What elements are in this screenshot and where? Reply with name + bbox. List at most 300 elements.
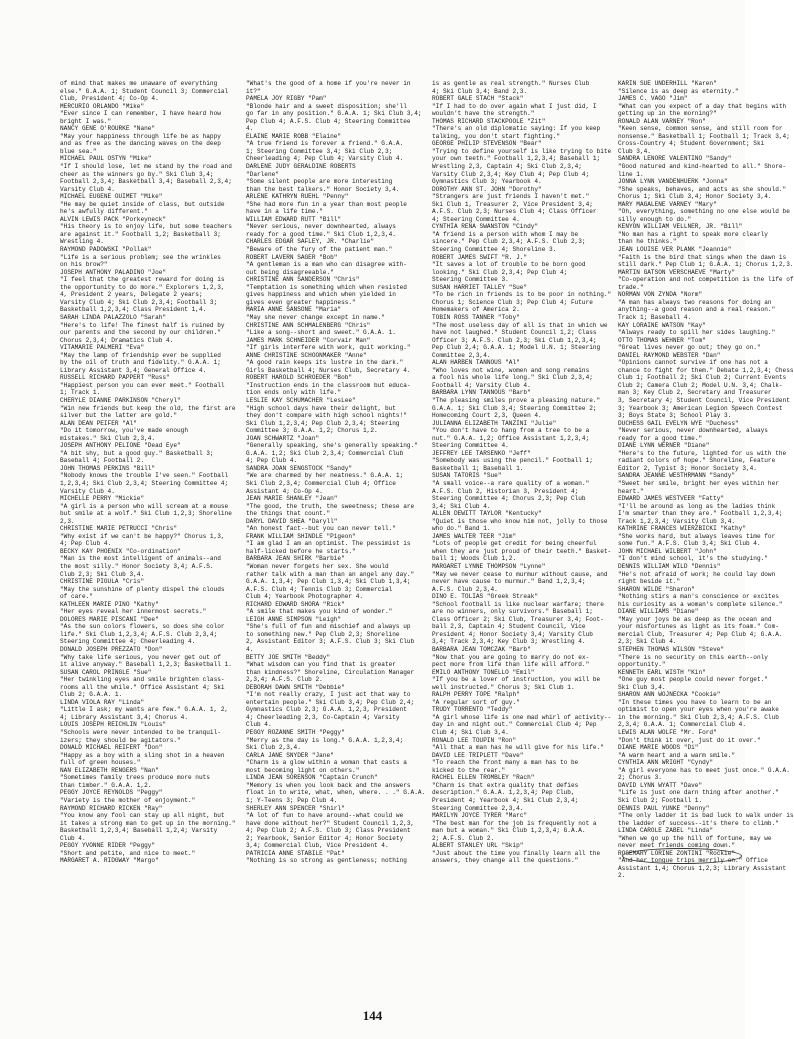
text-line: your own teeth." Football 1,2,3,4; Baseball 1; [432,155,601,163]
text-line: "The most useless day of all is that in which we [432,321,608,329]
text-line: Basketball 1,2,3,4; Baseball 1,2,4; Varsity [60,827,218,835]
text-line: "If girls interfere with work, quit working." [246,344,411,352]
text-line: MARTIN GATSON VERSCHAEVE "Marty" [618,268,736,276]
text-line: MICHAEL PAUL OSTYN "Mike" [60,155,152,163]
text-line: "A man has always two reasons for doing an [618,298,772,306]
text-line: looking." Ski Club 2,3,4; Pep Club 4; [432,268,568,276]
text-line: "In these times you have to learn to be an [618,698,772,706]
text-line: our parents and the second by our children." [60,329,221,337]
text-line: G.A.A. 1,2; Ski Club 2,3,4; Commercial Club [246,449,404,457]
text-line: "Here's to life! The finest half is ruined by [60,321,225,329]
text-line: ANNE CHRISTINE SCHOONMAKER "Anne" [246,351,367,359]
text-line: "She had more fun in a year than most people [246,200,407,208]
text-line: than the best talkers." Honor Society 3,4. [246,185,400,193]
text-line: Ski Club 2,3,4; Commercial Club 4; Office [246,479,396,487]
text-line: CHRISTINE ANN SCHMALENBERG "Chris" [246,321,371,329]
text-line: 1; Steering Committee 3,4; Ski Club 2,3; [246,147,393,155]
text-line: Club 2; Camera Club 2; Model U.N. 3,4; Chalk- [618,381,783,389]
text-line: "Never serious, never downhearted, always [246,223,396,231]
text-line: ALAN DEAN PEIFER "Al" [60,419,137,427]
text-line: out being disagreeable." [246,268,334,276]
text-line: "Faith is the bird that sings when the dawn is [618,253,787,261]
text-line: have not laughed." Student Council 1,2; Class [432,329,597,337]
text-line: "A regular sort of guy." [432,698,520,706]
text-line: description." G.A.A. 1,2,3,4; Pep Club, [432,789,575,797]
text-line: JOSEPH ANTHONY PELIONE "Dead Eye" [60,442,181,450]
text-line: JOHN THOMAS PERKINS "Bill" [60,464,156,472]
text-line: "You know any fool can stay up all night, but [60,812,225,820]
text-line: LINDA CAROLE ZABEL "Linda" [618,827,714,835]
text-line: Gymnastics Club 3; Yearbook 4. [432,178,542,186]
text-line: THOMAS RICHARD STACKPOOLE "Zit" [432,117,546,125]
text-line: A.F.S. Club 2,3; Nurses Club 4; Class Officer [432,208,597,216]
text-line: "Opinions cannot survive if one has not a [618,359,768,367]
text-line: Officer 3; A.F.S. Club 2,3; Ski Club 1,2,3,4; [432,336,597,344]
text-line: "May we never cease to murmur without cause, and [432,570,608,578]
text-line: CYNTHIA ANN WRIGHT "Cyndy" [618,759,714,767]
text-line: NAN ELIZABETH RENGERS "Nan" [60,766,159,774]
text-line: Chorus 2,3,4; Dramatics Club 4. [60,336,174,344]
text-line: 2; A.F.S. Club 2. [432,834,495,842]
text-line: "The best man for the job is frequently not a [432,819,597,827]
text-line: "Her eyes reveal her innermost secrets." [60,608,207,616]
text-line: "Why take life serious, you never get out of [60,653,221,661]
text-line: 4; Pep Club 4. [60,540,112,548]
text-line: TRUDY TORRENTO "Teddy" [432,706,513,714]
text-line: "Some silent people are more interesting [246,178,393,186]
text-line: "Nobody knows the trouble I've seen." Football [60,472,229,480]
text-line: SANDRA LENORE VALENTINO "Sandy" [618,155,732,163]
text-line: "May your joys be as deep as the ocean and [618,615,772,623]
text-line: MICHELLE PERRY "Mickie" [60,495,145,503]
text-line: SHARON ANN WOJNECKA "Cookie" [618,691,721,699]
text-line: ALBERT STANLEY URL "Skip" [432,842,524,850]
text-line: "Here's to the future, lighted for us with the [618,449,787,457]
text-line: Varsity Club 2,3,4; Key Club 4; Pep Club 4; [432,170,590,178]
text-line: PATRICIA ANNE STABILE "Pat" [246,849,345,857]
text-line: Homemakers of America 2. [432,306,520,314]
text-line: "A girl everyone has to meet just once." G.A.A. [618,766,790,774]
text-line: A.F.S. Club 2, Historian 3, President 4; [432,487,579,495]
text-line: Steering Committee 4; Chorus 2,3; Pep Club [432,495,586,503]
text-line: sincere." Pep Club 2,3,4; A.F.S. Club 2,3; [432,238,586,246]
text-line: Cheerleading 4; Pep Club 4; Varsity Club 4. [246,155,404,163]
text-line: 3,4; Ski Club 4. [432,502,491,510]
text-line: "The only ladder it is bad luck to walk under is [618,812,794,820]
text-line: "A true friend is forever a friend." G.A.A. [246,140,404,148]
text-line: "Why exist if we can't be happy?" Chorus 1,3, [60,532,225,540]
text-line: "If I should lose, let me stand by the road and [60,163,232,171]
text-line: CHRISTINE MARIE PETRUCCI "Chris" [60,525,178,533]
text-line: nonsense." Basketball 1; Football 1; Track 3,4; [618,132,790,140]
text-line: Assistant 4; Co-Op 4. [246,487,323,495]
text-line: ALAN HARBEN TANNOUS "Al" [432,359,520,367]
text-line: "Co-operation and not competition is the life of [618,276,794,284]
text-line: and as free as the dancing waves on the deep [60,140,221,148]
text-line: President 4; Honor Society 3,4; Varsity Club [432,630,593,638]
text-line: line 1. [618,170,644,178]
text-line: "Always ready to spill her sides laughing." [618,329,776,337]
text-line: full of green houses." [60,759,141,767]
text-line: "A friend is a person with whom I may be [432,230,579,238]
text-line: BECKY KAY PHOENIX "Co-ordination" [60,547,181,555]
text-line: kicked to the rear." [432,766,506,774]
text-line: DENNIS WILLIAM WILD "Dennis" [618,563,721,570]
text-line: SUSAN HARRIET TALLEY "Sue" [432,283,528,291]
text-line: "Happiest person you can ever meet." Football [60,381,225,389]
text-line: 3,4; Commercial Club, Vice President 4. [246,842,389,850]
text-line: talking, you don't start fighting." [432,132,560,140]
text-line: your misfortunes as light as its foam." Com- [618,623,779,631]
text-line: MARGARET A. RIDGWAY "Margo" [60,857,159,865]
text-line: rather talk with a man than an angel any day." [246,570,415,578]
text-line: "I'll be around as long as the ladies think [618,502,776,510]
text-line: EMILO ANTHONY TONELLO "Emil" [432,668,535,676]
text-line: in the morning." Ski Club 2,3,4; A.F.S. Club [618,713,779,721]
text-line: DIANE LYNN WERNER "Diane" [618,442,710,450]
text-line: they don't compare with high school nights!" [246,412,407,420]
text-line: "Sometimes family trees produce more nuts [60,774,210,782]
text-line: "School football is like nuclear warfare; there [432,600,604,608]
text-line: "Trying to define yourself is like trying to bite [432,147,612,155]
text-line: VITAMARIE PALMERI "Eva" [60,344,145,352]
text-line: MARILYN JOYCE TYRER "Marc" [432,812,528,820]
text-line: SHERLEY ANN SPENCER "Shirl" [246,804,345,812]
text-line: JOHN MICHAEL WILBERT "John" [618,547,717,555]
text-line: Ski Club 2,3,4. [246,744,301,752]
text-line: "Temptation is something which when resisted [246,283,407,291]
text-line: Class Officer 2; Ski Club, Treasurer 3,4; Foot- [432,615,604,623]
text-line: KARIN SUE UNDERHILL "Karen" [618,80,717,87]
text-line: "May the sunshine of plenty dispel the clouds [60,585,225,593]
text-line: RUSSELL RICHARD PAPPERT "Russ" [60,374,170,382]
text-line: CHRISTINE PIGULA "Cris" [60,578,145,586]
text-line: ROSEMARY LORINE ZONTINI "Rockie" [618,849,736,857]
text-line: opportunity." [618,661,666,669]
text-line: blue sea." [60,147,97,155]
text-line: "Never serious, never downhearted, always [618,427,768,435]
text-line: "A smile that makes you kind of wonder." [246,608,393,616]
text-line: GEORGE PHILIP STEVENSON "Bear" [432,140,542,148]
text-line: JOSEPH ANTHONY PALADINO "Joe" [60,268,167,276]
text-line: the most silly." Honor Society 3,4; A.F.S. [60,563,214,570]
text-line: JONNA LYNN VANDENHUERK "Jonna" [618,178,728,186]
text-line: "Just about the time you finally learn all the [432,849,601,857]
text-column-3 [432,80,612,1005]
text-line: 1,2,3,4; Ski Club 2,3,4; Steering Committee 4; [60,479,229,487]
text-line: SHARON WILDE "Sharon" [618,585,695,593]
text-line: KAY LORAINE WATSON "Kay" [618,321,706,329]
text-line: "I'm not really crazy, I just act that way to [246,691,411,699]
text-line: "One guy most people could never forget." [618,676,768,684]
text-line: "What wisdom can you find that is greater [246,661,396,669]
text-line: CYNTHIA RENA SWANSTON "Cindy" [432,223,539,231]
text-line: Committee 2,3,4. [432,351,491,359]
text-line: 4; Library Assistant 3,4; Chorus 4. [60,713,188,721]
text-line: is as gentle as real strength." Nurses Club [432,80,590,87]
text-line: "I am glad I am an optimist. The pessimist is [246,540,411,548]
text-line: some fun." A.F.S. Club 3,4; Ski Club 4. [618,540,761,548]
text-line: "Do it tomorrow, you've made enough [60,427,188,435]
text-line: A.F.S. Club 4; Tennis Club 3; Commercial [246,585,393,593]
text-line: "Nothing is so strong as gentleness; nothing [246,857,407,865]
text-line: Library Assistant 3,4; General Office 4. [60,366,207,374]
text-line: JEAN MARIE SHANLEY "Jean" [246,495,338,503]
text-line: G.A.A. 1,3,4; Pep Club 1,3,4; Ski Club 1,3,4; [246,578,411,586]
text-line: "Life is a serious problem; see the wrinkles [60,253,221,261]
text-line: JAMES C. VAGO "Jim" [618,95,688,103]
text-line: Club 4; Ski Club 3,4. [432,729,509,737]
text-line: Football 2,3,4; Basketball 3,4; Baseball 2,3,4; [60,178,232,186]
text-line: tion ends only with life." [246,389,342,397]
text-line: day in and night out." Commercial Club 4; Pep [432,721,597,729]
text-line: PEGGY YVONNE RIDER "Peggy" [60,842,156,850]
text-line: well instructed." Chorus 3; Ski Club 1. [432,683,575,691]
text-line: "May she never change except in name." [246,313,385,321]
text-line: DIANE MARIE WOODS "Di" [618,744,699,752]
text-line: DENNIS PAUL YUNKE "Denny" [618,804,710,812]
text-line: President 4; Yearbook 4; Ski Club 2,3,4; [432,796,579,804]
text-line: EDWARD JAMES WESTVEER "Fatty" [618,495,725,503]
text-line: "Memory is when you look back and the answers [246,781,411,789]
text-line: Steering Committee 3. [432,276,509,284]
text-line: MICHAEL EUGENE OUIMET "Mike" [60,193,163,201]
text-line: "Now that you are going to marry do not ex- [432,653,590,661]
text-line: "She works hard, but always leaves time for [618,532,776,540]
text-line: A.F.S. Club 2,3,4. [432,585,498,593]
text-line: JOAN SCHWARTZ "Joan" [246,434,320,442]
text-line: rooms all the while." Office Assistant 4; Ski [60,683,225,691]
text-line: "A warm heart and a warm smile." [618,751,736,759]
text-line: it takes a strong man to get up in the morning." [60,819,236,827]
text-line: RALPH PERRY TOPE "Ralph" [432,691,520,699]
text-line: never meet friends coming down." [618,842,736,850]
text-line: ready for a good time." [618,434,703,442]
text-line: Club 4. [246,721,272,729]
text-line: "Great lives never go out; they go on." [618,344,761,352]
text-line: CHERYLE DIANNE PARKINSON "Cheryl" [60,396,181,404]
text-line: PEGGY JOYCE REYNOLDS "Peggy" [60,789,163,797]
text-line: "Keen sense, common sense, and still room for [618,125,783,133]
text-line: "Strangers are just friends I haven't met." [432,193,590,201]
text-line: izers; they should be agitators." [60,736,181,744]
text-line: Club 2,3; Ski Club 3,4. [60,570,145,578]
text-line: JEAN LOUISE VER PLANK "Jeannie" [618,246,732,254]
text-line: OTTO THOMAS WEHNER "Tom" [618,336,706,344]
text-line: ALVIN LEWIS PACK "Porkeyneck" [60,215,167,223]
text-line: silly enough to do." [618,215,692,223]
text-line: getting up in the morning?" [618,110,717,118]
text-line: Steering Committee 4. [432,442,509,450]
text-line: "Somebody was using the pencil." Football 1; [432,457,593,465]
text-line: DIANE WILLIAMS "Diane" [618,608,699,616]
text-line: DONALD JOSEPH PREZZATO "Don" [60,646,163,654]
text-line: 4; Cheerleading 2,3, Co-Captain 4; Varsity [246,713,400,721]
text-line: else." G.A.A. 1; Student Council 3; Commercial [60,87,229,95]
text-line: "Quiet is those who know him not, jolly to those [432,517,608,525]
text-line: "Variety is the mother of enjoyment." [60,796,196,804]
text-line: ROBERT HAROLD SCHROEDER "Bob" [246,374,353,382]
text-line: "Short and petite, and nice to meet." [60,849,196,857]
text-line: BETTY JOE SMITH "Beddy" [246,653,331,661]
text-line: "Happy as a boy with a sling shot in a heaven [60,751,225,759]
text-line: 4. [246,646,254,654]
text-line: chance to fight for them." Debate 1,2,3,4; Chess [618,366,794,374]
text-line: TOBIN ROSS TANNER "Toby" [432,313,520,321]
text-line: 2,3; Ski Club 4. [618,638,677,646]
text-line: I'm smarter than they are." Football 1,2,3,4; [618,510,783,518]
text-line: DAVID LYNN WYATT "Dave" [618,781,703,789]
text-line: "High school days have their delight, but [246,404,396,412]
text-line: "Oh, everything, something no one else would be [618,208,790,216]
text-line: "Woman never forgets her sex. She would [246,563,389,570]
text-line: KATHLEEN MARIE PINO "Kathy" [60,600,159,608]
text-line: the opportunity to do more." Explorers 1,2,3, [60,283,225,291]
text-line: "May your happiness through life be as happy [60,132,221,140]
text-line: DUCHESS GAIL EVELYN WYE "Duchess" [618,419,739,427]
text-line: bright I was." [60,117,112,125]
text-line: "The good, the truth, the sweetness; these are [246,502,415,510]
text-line: DAVID LEE TRIPLETT "Dave" [432,751,524,759]
text-line: RAYMOND RICHARD RICKEN "Ray" [60,804,163,812]
text-line: "What can you expect of a day that begins with [618,102,787,110]
text-line: 2,3,4; A.F.S. Club 2. [246,676,323,684]
text-line: are no winners, only survivors." Baseball 1; [432,608,593,616]
text-line: DINO E. TOLIAS "Greek Streak" [432,593,539,601]
text-line: of mind that makes me unaware of everything [60,80,218,87]
text-line: Gymnastics Club 2,3; G.A.A. 1,2,3, President [246,706,407,714]
text-line: his curiosity as a woman's complete silence." [618,600,783,608]
text-line: WILLIAM EDWARD RUTT "Bill" [246,215,342,223]
text-line: "We are charmed by her neatness." G.A.A. 1; [246,472,404,480]
text-line: than he thinks." [618,238,677,246]
text-line: Assistant 1,4; Chorus 1,2,3; Library Assistant [618,864,787,872]
text-line: "Life is just one darn thing after another." [618,789,779,797]
text-line: Club 3,4. [618,147,651,155]
text-line: 2,3. [60,517,75,525]
text-line: NANCY GENE O'ROURKE "Nane" [60,125,156,133]
text-line: RONALD ALAN VARNEY "Ron" [618,117,706,125]
text-line: entertain people." Ski Club 3,4; Pep Club 2,4; [246,698,415,706]
handwritten-circle-mark [622,848,742,864]
text-line: LEIGH ANNE SIMPSON "Leigh" [246,615,342,623]
text-line: the ladder of success--it's there to climb." [618,819,779,827]
text-line: "She speaks, behaves, and acts as she should." [618,185,787,193]
text-line: "A bit shy, but a good guy." Basketball 3; [60,449,214,457]
text-line: nut." G.A.A. 1,2; Office Assistant 1,2,3,4; [432,434,590,442]
text-line: when they are just proud of their teeth." Basket- [432,547,612,555]
text-line: "He's not afraid of work; he could lay down [618,570,776,578]
text-line: "Darlene" [246,170,279,178]
text-line: than kindness?" Shoreline, Circulation Manager [246,668,415,676]
text-line: KENYON WILLIAM VELLNER, JR. "Bill" [618,223,743,231]
text-line: wouldn't have the strength." [432,110,535,118]
text-line: SANDRA JOAN SENGSTOCK "Sandy" [246,464,353,472]
text-line: "The pleasing smiles prove a pleasing nature." [432,396,601,404]
text-line: Basketball 1; Baseball 1. [432,464,524,472]
text-line: ROBERT LAVERN SAGER "Bob" [246,253,338,261]
text-line: man 3; Key Club 2, Secretary and Treasurer [618,389,772,397]
text-line: trade." [618,283,644,291]
text-line: "All that a man has he will give for his life." [432,744,604,752]
text-column-2 [246,80,426,1005]
text-line: BARBARA JEAN SHIRK "Barbie" [246,555,345,563]
text-line: have in a life time." [246,208,323,216]
text-line: PAMELA JOY RIGBY "Pam" [246,95,327,103]
text-line: 4; Steering Committee 4. [432,215,520,223]
text-line: float in to write, what, when, where. . ." G.A.A. [246,789,426,797]
text-line: PEGGY ROZANNE SMITH "Peggy" [246,729,345,737]
text-line: a fool his whole life long." Ski Club 2,3,4; [432,374,593,382]
text-line: "When we go up the hill of fortune, may we [618,834,772,842]
text-line: Pep Club 4; A.F.S. Club 4; Steering Committee [246,117,411,125]
text-line: "Little I ask; my wants are few." G.A.A. 1, 2, [60,706,229,714]
text-line: ARLENE KATHRYN RUEHL "Penny" [246,193,349,201]
text-line: "I feel that the greatest reward for doing is [60,276,225,284]
text-line: 3; Yearbook 3; American Legion Speech Contest [618,404,783,412]
text-line: 2. [618,872,626,880]
text-line: LINDA VIOLA RAY "Linda" [60,698,145,706]
text-line: "To be rich in friends is to be poor in nothing." [432,291,612,299]
text-line: Varsity Club 4; Ski Club 2,3,4; Football 3; [60,298,218,306]
text-line: gives happiness and which when yielded in [246,291,396,299]
text-line: still dark." Pep Club 1; G.A.A. 1; Chorus 1,2,3. [618,261,794,269]
text-line: to something new." Pep Club 2,3; Shoreline [246,630,400,638]
text-line: "Her twinkling eyes and smile brighten class- [60,676,225,684]
text-line: DOROTHY ANN ST. JOHN "Dorothy" [432,185,542,193]
text-line: mistakes." Ski Club 2,3,4. [60,434,156,442]
text-line: Ski Club 2; Football 1. [618,796,703,804]
text-line: RACHEL ELLEN TROMBLEY "Rach" [432,774,535,782]
text-line: ELAINE MARIE ROBB "Elaine" [246,132,342,140]
text-line: are against it." Football 1,2; Basketball 3; [60,230,221,238]
text-line: ready for a good time." Ski Club 1,2,3,4. [246,230,396,238]
text-line: "Who loves not wine, women and song remains [432,366,590,374]
text-line: silver but the latter are gold." [60,412,178,420]
text-line: BARBARA LYNN TANNOUS "Barb" [432,389,531,397]
text-line: DONALD MICHAEL REIFERT "Don" [60,744,163,752]
text-line: Club 1; Football 2; Ski Club 2; Current Events [618,374,787,382]
text-line: "I don't mind school, it's the studying." [618,555,768,563]
text-line: 2; Chorus 3. [618,774,662,782]
text-line: "Schools were never intended to be tranquil- [60,729,221,737]
text-line: "Lots of people get credit for being cheerful [432,540,597,548]
text-column-4 [618,80,794,1005]
text-line: Cross-Country 4; Student Government; Ski [618,140,765,148]
text-line: "Charm is a glow within a woman that casts a [246,759,407,767]
text-line: "He may be quiet inside of class, but outside [60,200,225,208]
text-line: "A girl is a person who will scream at a mouse [60,502,229,510]
text-line: DOLORES MARIE PISCANI "Dee" [60,615,159,623]
text-line: CHRISTINE ANN SANDERSON "Chris" [246,276,360,284]
text-line: "An honest fact--but you can never tell." [246,525,396,533]
text-line: G.A.A. 1; Ski Club 3,4; Steering Committee 2; [432,404,597,412]
text-line: SARAH LINDA PALAZZOLO "Sarah" [60,313,167,321]
text-line: mercial Club, Treasurer 4; Pep Club 4; G.A.A. [618,630,783,638]
text-line: MERCURIO ORLANDO "Mike" [60,102,145,110]
text-line: RICHARD EDWARD SHORA "Rick" [246,600,345,608]
text-line: Baseball 4; Football 2. [60,457,145,465]
text-line: who do." Band 1. [432,525,491,533]
text-line: heart." [618,487,644,495]
text-line: 2, Assistant Editor 3; A.F.S. Club 3; Ski Club [246,638,415,646]
text-line: Track 1; Baseball 4. [618,313,692,321]
text-line: RAYMOND PADOWSKI "Pollak" [60,246,152,254]
text-line: LESLIE KAY SCHUMACHER "LesLee" [246,396,356,404]
text-line: "A small voice--a rare quality of a woman." [432,479,590,487]
text-line: "And her tongue trips merrily on." Office [618,857,768,865]
text-line: he's awfully different." [60,208,148,216]
